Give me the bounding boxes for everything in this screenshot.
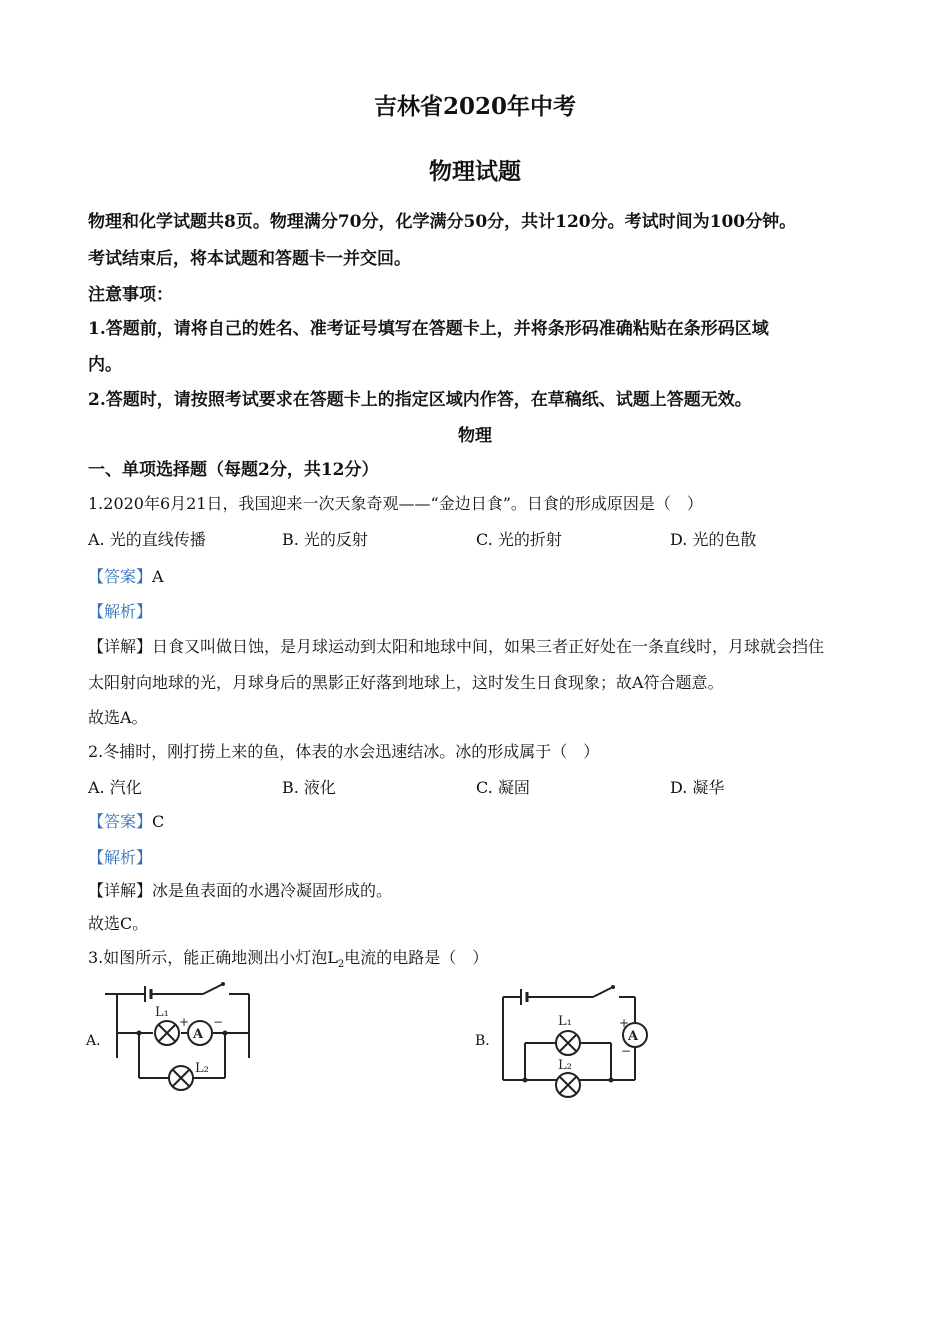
exam-subtitle: 物理试题 <box>429 158 521 185</box>
answer-tag: 【答案】 <box>88 567 153 586</box>
q2-analysis-tag: 【解析】 <box>88 848 153 867</box>
q1-detail-line-1 <box>88 634 824 657</box>
q1-option-d: D. 光的色散 <box>670 530 757 549</box>
lamp-b-l2-label: L₂ <box>558 1058 572 1073</box>
ammeter-b-plus: + <box>619 1016 630 1030</box>
q2-option-b: B. 液化 <box>282 778 336 797</box>
circuit-b-label: B. <box>475 1033 490 1049</box>
detail-tag: 【详解】 <box>88 637 153 656</box>
q2-option-d: D. 凝华 <box>670 778 725 797</box>
lamp-a-l2-label: L₂ <box>195 1061 209 1076</box>
q2-answer-value: C <box>152 812 165 831</box>
lamp-a-l1-label: L₁ <box>155 1005 169 1020</box>
q2-detail-line <box>88 878 392 901</box>
ammeter-a-minus: − <box>213 1015 224 1029</box>
detail-tag: 【详解】 <box>88 881 153 900</box>
circuit-b-diagram <box>495 985 660 1105</box>
ammeter-b-symbol: A <box>628 1029 639 1044</box>
note-1a: 1.答题前，请将自己的姓名、准考证号填写在答题卡上，并将条形码准确粘贴在条形码区域 <box>88 319 769 339</box>
q1-detail-line-2: 太阳射向地球的光，月球身后的黑影正好落到地球上，这时发生日食现象；故A符合题意。 <box>88 673 724 692</box>
q1-detail-text-1: 日食又叫做日蚀，是月球运动到太阳和地球中间，如果三者正好处在一条直线时，月球就会挡住 <box>152 637 825 656</box>
note-1b: 内。 <box>88 355 122 375</box>
exam-title: 吉林省2020年中考 <box>373 93 576 120</box>
notes-title: 注意事项： <box>88 285 173 305</box>
q1-option-b: B. 光的反射 <box>282 530 368 549</box>
answer-tag: 【答案】 <box>88 812 153 831</box>
q2-conclusion: 故选C。 <box>88 914 149 933</box>
q1-option-a: A. 光的直线传播 <box>88 530 206 549</box>
ammeter-a-symbol: A <box>193 1027 204 1042</box>
q2-option-c: C. 凝固 <box>476 778 530 797</box>
intro-line-2: 考试结束后，将本试题和答题卡一并交回。 <box>88 249 411 269</box>
q2-stem: 2.冬捕时，刚打捞上来的鱼，体表的水会迅速结冰。冰的形成属于（ ） <box>88 742 600 761</box>
note-2: 2.答题时，请按照考试要求在答题卡上的指定区域内作答，在草稿纸、试题上答题无效。 <box>88 390 752 410</box>
q3-stem <box>88 945 488 970</box>
q1-option-c: C. 光的折射 <box>476 530 562 549</box>
q2-detail-text: 冰是鱼表面的水遇冷凝固形成的。 <box>152 881 393 900</box>
ammeter-b-minus: − <box>621 1044 632 1058</box>
subject-heading: 物理 <box>458 426 492 446</box>
q3-stem-a: 3.如图所示，能正确地测出小灯泡L <box>88 948 338 967</box>
q1-answer <box>88 564 164 587</box>
q3-stem-b: 电流的电路是（ ） <box>344 948 489 967</box>
circuit-a-label: A. <box>86 1033 101 1049</box>
q2-answer <box>88 809 164 832</box>
circuit-a-diagram <box>105 978 265 1098</box>
q1-conclusion: 故选A。 <box>88 708 148 727</box>
ammeter-a-plus: + <box>179 1015 190 1029</box>
lamp-b-l1-label: L₁ <box>558 1014 572 1029</box>
q1-analysis-tag: 【解析】 <box>88 602 153 621</box>
intro-line-1: 物理和化学试题共8页。物理满分70分，化学满分50分，共计120分。考试时间为100分钟。 <box>88 212 797 232</box>
q2-option-a: A. 汽化 <box>88 778 142 797</box>
section-heading: 一、单项选择题（每题2分，共12分） <box>88 460 379 480</box>
q3-stem-subscript: 2 <box>337 959 345 971</box>
q1-answer-value: A <box>152 567 164 586</box>
q1-stem: 1.2020年6月21日，我国迎来一次天象奇观——“金边日食”。日食的形成原因是（ ） <box>88 494 703 513</box>
